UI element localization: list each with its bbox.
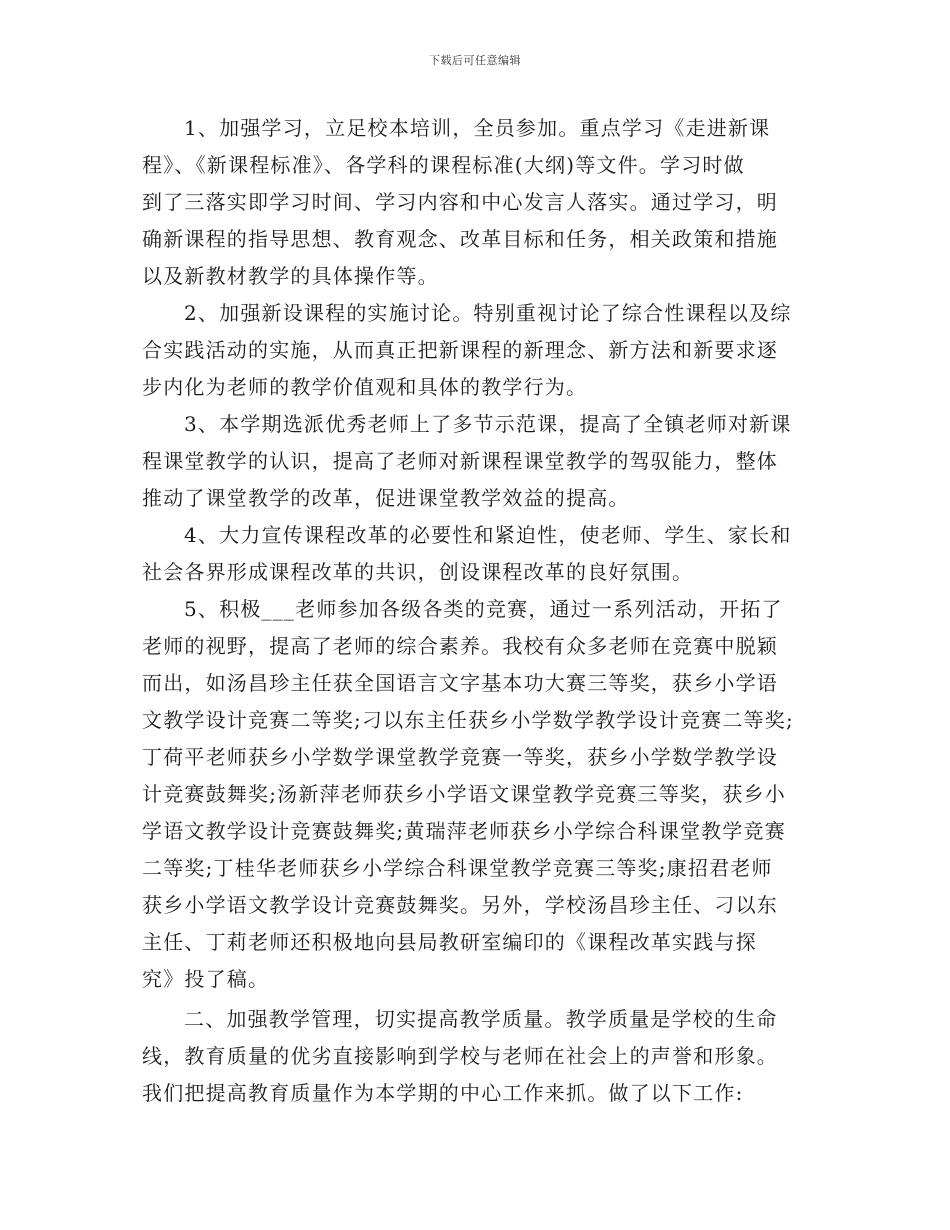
paragraph-3-line-1: 3、本学期选派优秀老师上了多节示范课，提高了全镇老师对新课 bbox=[184, 412, 792, 436]
paragraph-2-line-1: 2、加强新设课程的实施讨论。特别重视讨论了综合性课程以及综 bbox=[184, 301, 792, 325]
paragraph-5-line-3: 而出，如汤昌珍主任获全国语言文字基本功大赛三等奖，获乡小学语 bbox=[142, 671, 778, 695]
paragraph-2-line-3: 步内化为老师的教学价值观和具体的教学行为。 bbox=[142, 375, 588, 399]
paragraph-5-line-11: 究》投了稿。 bbox=[142, 967, 270, 991]
paragraph-4-line-1: 4、大力宣传课程改革的必要性和紧迫性，使老师、学生、家长和 bbox=[184, 523, 792, 547]
paragraph-5-line-6: 计竞赛鼓舞奖;汤新萍老师获乡小学语文课堂教学竞赛三等奖，获乡小 bbox=[142, 782, 786, 806]
paragraph-3-line-3: 推动了课堂教学的改革，促进课堂教学效益的提高。 bbox=[142, 486, 630, 510]
paragraph-6-line-1: 二、加强教学管理，切实提高教学质量。教学质量是学校的生命 bbox=[184, 1007, 778, 1031]
paragraph-4-line-2: 社会各界形成课程改革的共识，创设课程改革的良好氛围。 bbox=[142, 560, 694, 584]
paragraph-5-line-8: 二等奖;丁桂华老师获乡小学综合科课堂教学竞赛三等奖;康招君老师 bbox=[142, 856, 773, 880]
paragraph-5-line-7: 学语文教学设计竞赛鼓舞奖;黄瑞萍老师获乡小学综合科课堂教学竞赛 bbox=[142, 819, 786, 843]
paragraph-5-line-10: 主任、丁莉老师还积极地向县局教研室编印的《课程改革实践与探 bbox=[142, 930, 757, 954]
paragraph-5-line-9: 获乡小学语文教学设计竞赛鼓舞奖。另外，学校汤昌珍主任、刁以东 bbox=[142, 893, 778, 917]
paragraph-3-line-2: 程课堂教学的认识，提高了老师对新课程课堂教学的驾驭能力，整体 bbox=[142, 449, 778, 473]
paragraph-1-line-2: 程》、《新课程标准》、各学科的课程标准(大纲)等文件。学习时做 bbox=[142, 153, 745, 177]
paragraph-5-line-4: 文教学设计竞赛二等奖;刁以东主任获乡小学数学教学设计竞赛二等奖; bbox=[142, 708, 794, 732]
paragraph-6-line-2: 线，教育质量的优劣直接影响到学校与老师在社会上的声誉和形象。 bbox=[142, 1044, 778, 1068]
paragraph-1-line-5: 以及新教材教学的具体操作等。 bbox=[142, 264, 439, 288]
paragraph-1-line-3: 到了三落实即学习时间、学习内容和中心发言人落实。通过学习，明 bbox=[142, 190, 778, 214]
paragraph-5-line-1: 5、积极___老师参加各级各类的竞赛，通过一系列活动，开拓了 bbox=[184, 597, 783, 621]
paragraph-1-line-4: 确新课程的指导思想、教育观念、改革目标和任务，相关政策和措施 bbox=[142, 227, 778, 251]
paragraph-5-line-2: 老师的视野，提高了老师的综合素养。我校有众多老师在竞赛中脱颖 bbox=[142, 634, 778, 658]
paragraph-1-line-1: 1、加强学习，立足校本培训，全员参加。重点学习《走进新课 bbox=[184, 116, 771, 140]
paragraph-5-line-5: 丁荷平老师获乡小学数学课堂教学竞赛一等奖，获乡小学数学教学设 bbox=[142, 745, 778, 769]
paragraph-6-line-3: 我们把提高教育质量作为本学期的中心工作来抓。做了以下工作: bbox=[142, 1081, 744, 1105]
paragraph-2-line-2: 合实践活动的实施，从而真正把新课程的新理念、新方法和新要求逐 bbox=[142, 338, 778, 362]
page-header: 下载后可任意编辑 bbox=[429, 54, 521, 67]
document-body bbox=[142, 110, 808, 1112]
